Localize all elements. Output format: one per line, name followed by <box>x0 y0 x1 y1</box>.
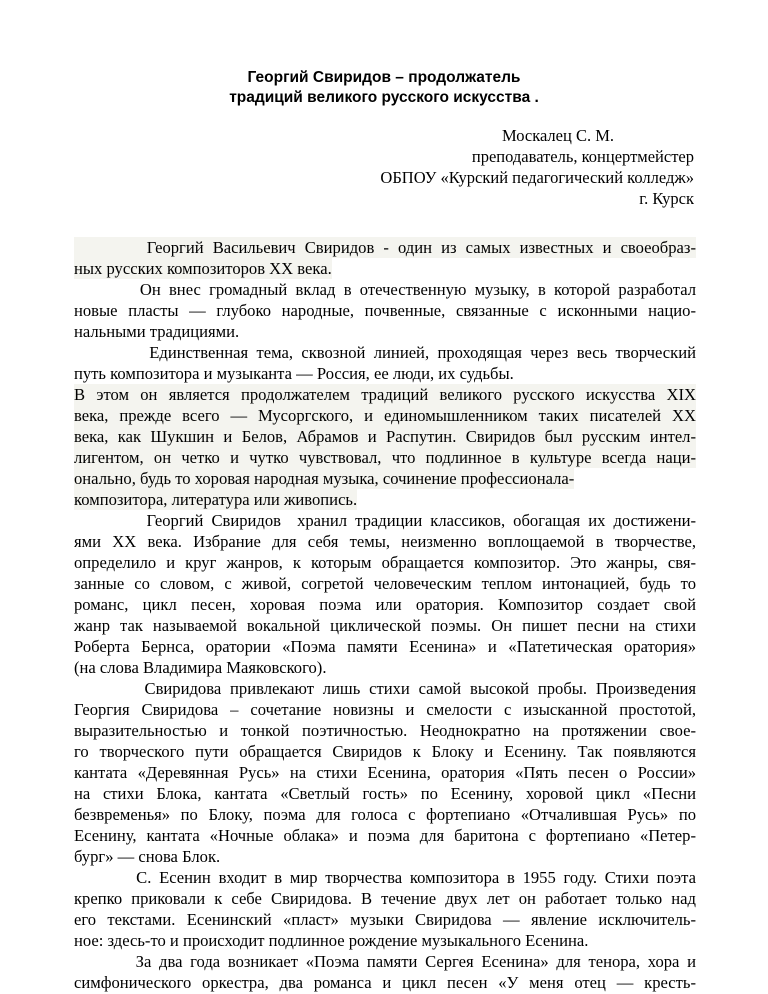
body-line: определило и круг жанров, к которым обращается композитор. Это жанры, свя- <box>74 553 696 572</box>
body-line: Он внес громадный вклад в отечественную музыку, в которой разработал <box>74 280 696 299</box>
body-line: его текстами. Есенинский «пласт» музыки Свиридова — явление исключитель- <box>74 910 696 929</box>
title-line-2: традиций великого русского искусства . <box>229 89 539 106</box>
body-line: выразительностью и тонкой поэтичностью. Неоднократно на протяжении свое- <box>74 721 696 740</box>
body-line: Георгий Васильевич Свиридов - один из самых известных и своеобраз- <box>74 238 696 257</box>
article-body <box>74 237 696 993</box>
body-line: ное: здесь-то и происходит подлинное рождение музыкального Есенина. <box>74 931 589 950</box>
body-line: Георгия Свиридова – сочетание новизны и смелости с изысканной простотой, <box>74 700 696 719</box>
body-line: на стихи Блока, кантата «Светлый гость» по Есенину, хоровой цикл «Песни <box>74 784 696 803</box>
body-line: нальными традициями. <box>74 322 240 341</box>
body-line: ных русских композиторов XX века. <box>74 259 332 278</box>
body-line: композитора, литература или живопись. <box>74 490 358 509</box>
body-line: (на слова Владимира Маяковского). <box>74 658 327 677</box>
body-line: путь композитора и музыканта — Россия, ее люди, их судьбы. <box>74 364 514 383</box>
body-line: века, прежде всего — Мусоргского, и единомышленником таких писателей XX <box>74 406 696 425</box>
body-line: века, как Шукшин и Белов, Абрамов и Распутин. Свиридов был русским интел- <box>74 427 696 446</box>
body-line: В этом он является продолжателем традиций великого русского искусства XIX <box>74 385 696 404</box>
body-line: онально, будь то хоровая народная музыка, сочинение профессионала- <box>74 469 575 488</box>
body-line: лигентом, он четко и чутко чувствовал, что подлинное в культуре всегда наци- <box>74 448 696 467</box>
body-line: жанр так называемой вокальной циклической поэмы. Он пишет песни на стихи <box>74 616 696 635</box>
body-line: симфонического оркестра, два романса и цикл песен «У меня отец — кресть- <box>74 973 696 992</box>
body-line: го творческого пути обращается Свиридов к Блоку и Есенину. Так появляются <box>74 742 696 761</box>
author-position: преподаватель, концертмейстер <box>471 147 694 166</box>
body-line: крепко приковали к себе Свиридова. В течение двух лет он работает только над <box>74 889 696 908</box>
body-line: кантата «Деревянная Русь» на стихи Есенина, оратория «Пять песен о России» <box>74 763 696 782</box>
body-line: За два года возникает «Поэма памяти Сергея Есенина» для тенора, хора и <box>74 952 696 971</box>
body-line: С. Есенин входит в мир творчества композитора в 1955 году. Стихи поэта <box>74 868 696 887</box>
author-city: г. Курск <box>639 189 694 208</box>
body-line: безвременья» по Блоку, поэма для голоса с фортепиано «Отчалившая Русь» по <box>74 805 696 824</box>
body-line: новые пласты — глубоко народные, почвенные, связанные с исконными нацио- <box>74 301 696 320</box>
body-line: занные со словом, с живой, согретой человеческим теплом интонацией, будь то <box>74 574 696 593</box>
body-line: ями XX века. Избрание для себя темы, неизменно воплощаемой в творчестве, <box>74 532 696 551</box>
body-line: Есенину, кантата «Ночные облака» и поэма для баритона с фортепиано «Петер- <box>74 826 696 845</box>
author-name: Москалец С. М. <box>501 126 614 145</box>
body-line: романс, цикл песен, хоровая поэма или оратория. Композитор создает свой <box>74 595 696 614</box>
title-line-1: Георгий Свиридов – продолжатель <box>247 69 521 86</box>
body-line: Георгий Свиридов хранил традиции классиков, обогащая их достижени- <box>74 511 696 530</box>
author-organization: ОБПОУ «Курский педагогический колледж» <box>380 168 694 187</box>
body-line: бург» — снова Блок. <box>74 847 221 866</box>
body-line: Роберта Бернса, оратории «Поэма памяти Есенина» и «Патетическая оратория» <box>74 637 696 656</box>
body-line: Свиридова привлекают лишь стихи самой высокой пробы. Произведения <box>74 679 696 698</box>
body-line: Единственная тема, сквозной линией, проходящая через весь творческий <box>74 343 696 362</box>
